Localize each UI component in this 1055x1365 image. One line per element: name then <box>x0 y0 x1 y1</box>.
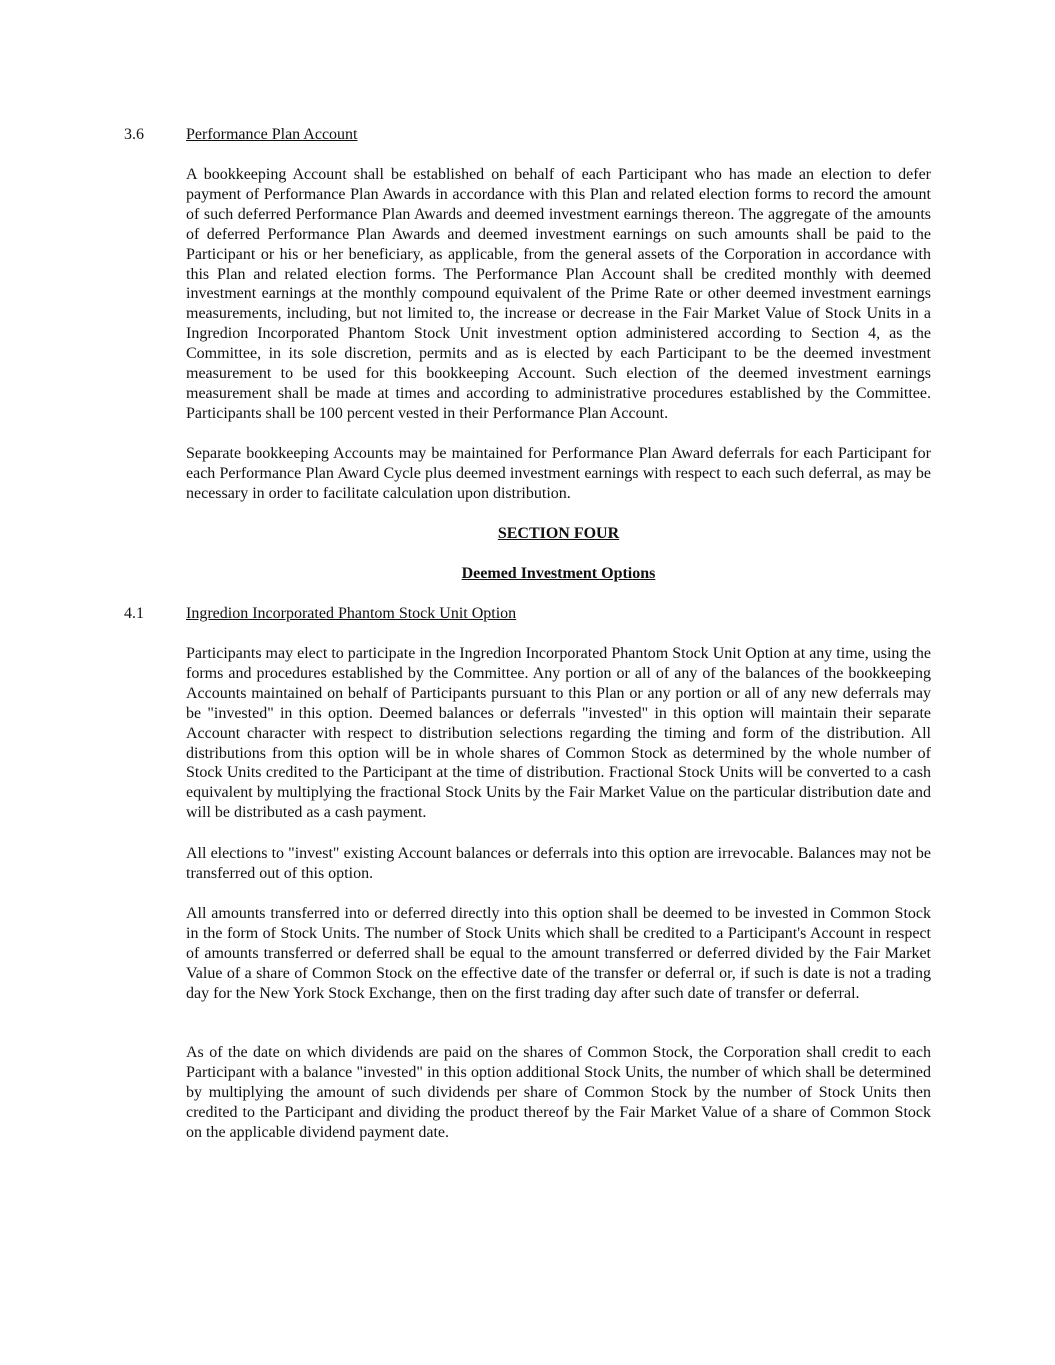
section-4-1-paragraph-3: All amounts transferred into or deferred directly into this option shall be deemed to be invested in Common Stock in the form of Stock Units. The number of Stock Units which shall be credited to a Participant's Account in respect of amounts transferred or deferred shall be equal to the amount transferred or deferred divided by the Fair Market Value of a share of Common Stock on the effective date of the transfer or deferral or, if such is date is not a trading day for the New York Stock Exchange, then on the first trading day after such date of transfer or deferral. <box>186 905 931 1002</box>
section-four-subheading: Deemed Investment Options <box>461 565 656 582</box>
section-number: 4.1 <box>124 605 144 622</box>
section-title: Performance Plan Account <box>186 126 358 143</box>
section-4-1-paragraph-1: Participants may elect to participate in the Ingredion Incorporated Phantom Stock Unit Option at any time, using the forms and procedures established by the Committee. Any portion or all of any of the balances of the bookkeeping Accounts maintained on behalf of Participants pursuant to this Plan or any portion or all of any new deferrals may be "invested" in this option. Deemed balances or deferrals "invested" in this option will maintain their separate Account character with respect to distribution selections regarding the timing and form of the distribution. All distributions from this option will be in whole shares of Common Stock as determined by the whole number of Stock Units credited to the Participant at the time of distribution. Fractional Stock Units will be converted to a cash equivalent by multiplying the fractional Stock Units by the Fair Market Value on the particular distribution date and will be distributed as a cash payment. <box>186 645 931 822</box>
section-4-1-paragraph-4: As of the date on which dividends are paid on the shares of Common Stock, the Corporation shall credit to each Participant with a balance "invested" in this option additional Stock Units, the number of which shall be determined by multiplying the amount of such dividends per share of Common Stock by the number of Stock Units then credited to the Participant and dividing the product thereof by the Fair Market Value of a share of Common Stock on the applicable dividend payment date. <box>186 1044 931 1141</box>
section-3-6-paragraph-2: Separate bookkeeping Accounts may be maintained for Performance Plan Award deferrals for each Participant for each Performance Plan Award Cycle plus deemed investment earnings with respect to each such deferral, as may be necessary in order to facilitate calculation upon distribution. <box>186 445 931 502</box>
section-4-1-paragraph-2: All elections to "invest" existing Account balances or deferrals into this option are irrevocable. Balances may not be transferred out of this option. <box>186 845 931 882</box>
section-four-heading: SECTION FOUR <box>497 525 620 542</box>
section-number: 3.6 <box>124 126 144 143</box>
section-title: Ingredion Incorporated Phantom Stock Unit Option <box>186 605 517 622</box>
section-3-6-paragraph-1: A bookkeeping Account shall be established on behalf of each Participant who has made an election to defer payment of Performance Plan Awards in accordance with this Plan and related election forms to record the amount of such deferred Performance Plan Awards and deemed investment earnings thereon. The aggregate of the amounts of deferred Performance Plan Awards and deemed investment earnings on such amounts shall be paid to the Participant or his or her beneficiary, as applicable, from the general assets of the Corporation in accordance with this Plan and related election forms. The Performance Plan Account shall be credited monthly with deemed investment earnings at the monthly compound equivalent of the Prime Rate or other deemed investment earnings measurements, including, but not limited to, the increase or decrease in the Fair Market Value of Stock Units in a Ingredion Incorporated Phantom Stock Unit investment option administered according to Section 4, as the Committee, in its sole discretion, permits and as is elected by each Participant to be the deemed investment measurement to be used for this bookkeeping Account. Such election of the deemed investment earnings measurement shall be made at times and according to administrative procedures established by the Committee. Participants shall be 100 percent vested in their Performance Plan Account. <box>186 166 931 422</box>
